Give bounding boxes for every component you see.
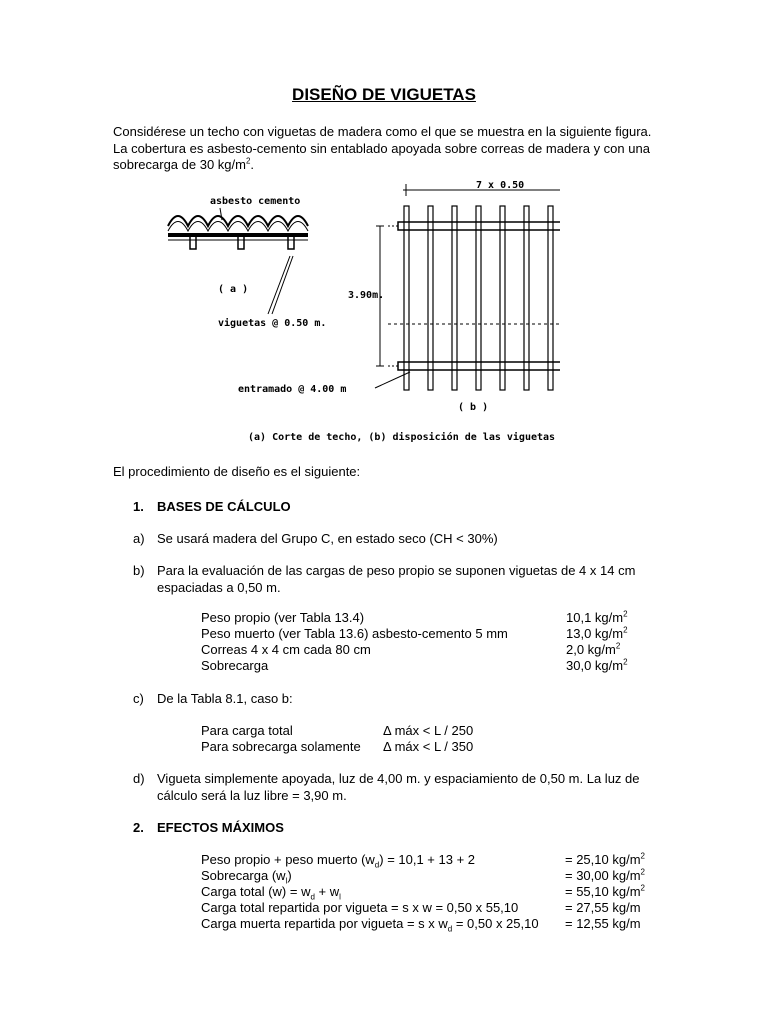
label-a: ( a ) bbox=[218, 284, 249, 295]
effect-label: Carga total $(w) = w_d + w_l$ bbox=[201, 884, 341, 902]
intro-paragraph bbox=[113, 124, 653, 174]
section2-title: EFECTOS MÁXIMOS bbox=[157, 820, 284, 835]
load-value: 10,1 $kg/m^2$ bbox=[566, 609, 628, 625]
section1-number: 1. bbox=[133, 499, 144, 514]
effect-value: = 12,55 kg/m bbox=[565, 916, 641, 931]
item-c-text: De la Tabla 8.1, caso b: bbox=[157, 691, 293, 706]
effect-label: Carga total repartida por vigueta = s x w = 0,50 x 55,10 bbox=[201, 900, 519, 915]
load-value: 30,0 $kg/m^2$ bbox=[566, 657, 628, 673]
load-label: Sobrecarga bbox=[201, 658, 269, 673]
effect-value: = 30,00 $kg/m^2$ bbox=[565, 867, 645, 883]
item-b-letter: b) bbox=[133, 563, 145, 578]
load-label: Peso muerto (ver Tabla 13.6) asbesto-cemento 5 mm bbox=[201, 626, 508, 641]
item-d-letter: d) bbox=[133, 771, 145, 786]
joist-plan-drawing bbox=[375, 184, 560, 390]
label-dim-side: 3.90m. bbox=[348, 290, 385, 301]
intro-text: Considérese un techo con viguetas de madera como el que se muestra en la siguiente figura. La cobertura es asbesto-cemento sin entablado apoyada sobre correas de madera y con una sobrecarga de 30 kg/m bbox=[113, 124, 652, 172]
deflection-label: Para carga total bbox=[201, 723, 293, 738]
effect-value: = 27,55 kg/m bbox=[565, 900, 641, 915]
label-entramado: entramado @ 4.00 m bbox=[238, 384, 347, 395]
page-title: DISEÑO DE VIGUETAS bbox=[292, 85, 476, 104]
label-asbesto: asbesto cemento bbox=[210, 196, 301, 207]
deflection-label: Para sobrecarga solamente bbox=[201, 739, 361, 754]
label-viguetas: viguetas @ 0.50 m. bbox=[218, 318, 327, 329]
figure-caption: (a) Corte de techo, (b) disposición de las viguetas bbox=[248, 432, 556, 443]
item-a-letter: a) bbox=[133, 531, 145, 546]
procedure-intro: El procedimiento de diseño es el siguiente: bbox=[113, 464, 361, 479]
label-dim-top: 7 x 0.50 bbox=[476, 180, 525, 191]
item-a-text: Se usará madera del Grupo C, en estado seco (CH < 30%) bbox=[157, 531, 498, 546]
load-value: 13,0 $kg/m^2$ bbox=[566, 625, 628, 641]
roof-figure bbox=[160, 176, 560, 446]
effect-label: Carga muerta repartida por vigueta = s x $w_d = 0,50$ x 25,10 bbox=[201, 916, 539, 934]
load-label: Peso propio (ver Tabla 13.4) bbox=[201, 610, 365, 625]
item-c-letter: c) bbox=[133, 691, 144, 706]
section1-title: BASES DE CÁLCULO bbox=[157, 499, 291, 514]
label-b: ( b ) bbox=[458, 402, 489, 413]
item-b-text: Para la evaluación de las cargas de peso propio se suponen viguetas de 4 x 14 cm espaciadas a 0,50 m. bbox=[157, 563, 636, 595]
load-label: Correas 4 x 4 cm cada 80 cm bbox=[201, 642, 371, 657]
intro-sup: 2 bbox=[245, 156, 251, 166]
deflection-value: Δ máx < L / 350 bbox=[383, 739, 474, 754]
effect-value: = 55,10 $kg/m^2$ bbox=[565, 883, 645, 899]
effect-label: Peso propio + peso muerto $(w_d) = 10,1 + 13 + 2$ bbox=[201, 852, 476, 870]
item-d-text: Vigueta simplemente apoyada, luz de 4,00 m. y espaciamiento de 0,50 m. La luz de cálculo será la luz libre = 3,90 m. bbox=[157, 771, 640, 803]
load-value: 2,0 $kg/m^2$ bbox=[566, 641, 621, 657]
effect-label: Sobrecarga $(w_l)$ bbox=[201, 868, 292, 886]
roof-section-drawing bbox=[168, 208, 308, 314]
intro-end: . bbox=[250, 157, 255, 172]
effect-value: = 25,10 $kg/m^2$ bbox=[565, 851, 645, 867]
section2-number: 2. bbox=[133, 820, 144, 835]
deflection-value: Δ máx < L / 250 bbox=[383, 723, 474, 738]
